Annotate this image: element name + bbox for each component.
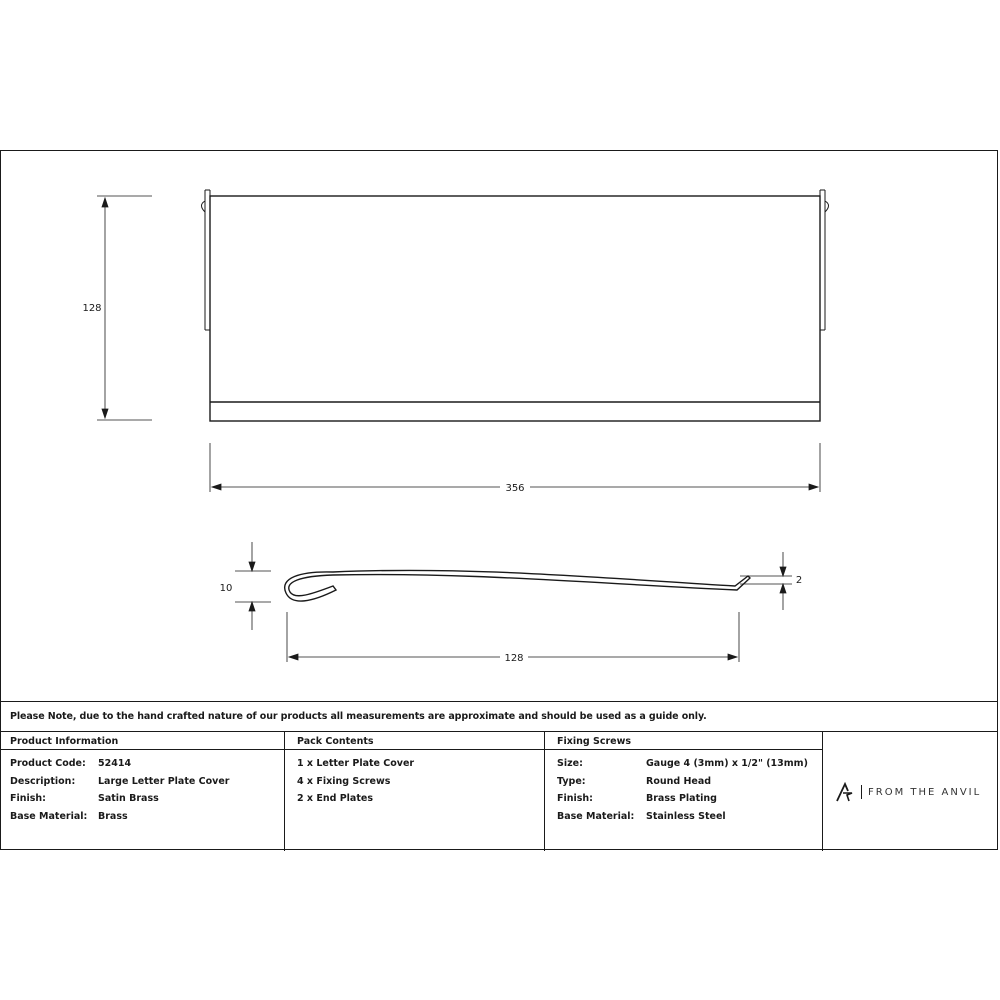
fixing-screws-column (545, 732, 823, 851)
right-hinge (820, 190, 829, 330)
side-height-label: 10 (219, 583, 233, 594)
row-label: Finish: (557, 793, 593, 804)
product-info-column (0, 732, 285, 851)
side-height-dimension (235, 542, 271, 630)
product-info-row (10, 776, 284, 794)
product-info-row (10, 793, 284, 811)
row-label: Description: (10, 775, 76, 787)
left-hinge (202, 190, 211, 330)
row-label: Product Code: (10, 758, 86, 769)
plate-outline (210, 196, 820, 421)
row-label: Base Material: (10, 810, 88, 822)
side-depth-label: 128 (504, 653, 524, 664)
pack-contents-heading: Pack Contents (285, 732, 544, 750)
row-value: Brass Plating (646, 793, 717, 804)
side-lip-label: 2 (795, 575, 803, 586)
fixing-screws-row (557, 758, 822, 776)
row-label: Type: (557, 775, 586, 787)
front-height-label: 128 (82, 303, 102, 314)
pack-item: 1 x Letter Plate Cover (297, 758, 415, 769)
anvil-a-logo-icon (835, 782, 855, 802)
brand-name: FROM THE ANVIL (868, 786, 982, 798)
row-label: Finish: (10, 793, 46, 804)
fixing-screws-row (557, 811, 822, 829)
product-info-row (10, 811, 284, 829)
brand-divider (861, 785, 862, 799)
front-width-label: 356 (505, 483, 525, 494)
row-value: Stainless Steel (646, 810, 726, 822)
row-label: Size: (557, 758, 583, 769)
side-lip-dimension (740, 552, 792, 610)
row-value: Large Letter Plate Cover (98, 775, 230, 787)
pack-item: 2 x End Plates (297, 793, 373, 804)
spec-table (0, 731, 998, 851)
pack-item: 4 x Fixing Screws (297, 775, 391, 787)
row-value: Round Head (646, 775, 712, 787)
product-info-row (10, 758, 284, 776)
fixing-screws-row (557, 793, 822, 811)
front-height-dimension (97, 196, 152, 420)
front-view (202, 190, 829, 421)
pack-contents-column (285, 732, 545, 851)
row-label: Base Material: (557, 810, 635, 822)
measurement-note: Please Note, due to the hand crafted nature of our products all measurements are approximate and should be used as a guide only. (0, 701, 998, 731)
row-value: Satin Brass (98, 793, 159, 804)
row-value: Brass (98, 810, 128, 822)
row-value: Gauge 4 (3mm) x 1/2" (13mm) (646, 758, 808, 769)
product-info-heading: Product Information (0, 732, 284, 750)
fixing-screws-row (557, 776, 822, 794)
side-view-profile (285, 570, 750, 601)
brand-logo (835, 782, 981, 802)
brand-column (823, 732, 998, 851)
fixing-screws-heading: Fixing Screws (545, 732, 822, 750)
row-value: 52414 (98, 758, 132, 769)
